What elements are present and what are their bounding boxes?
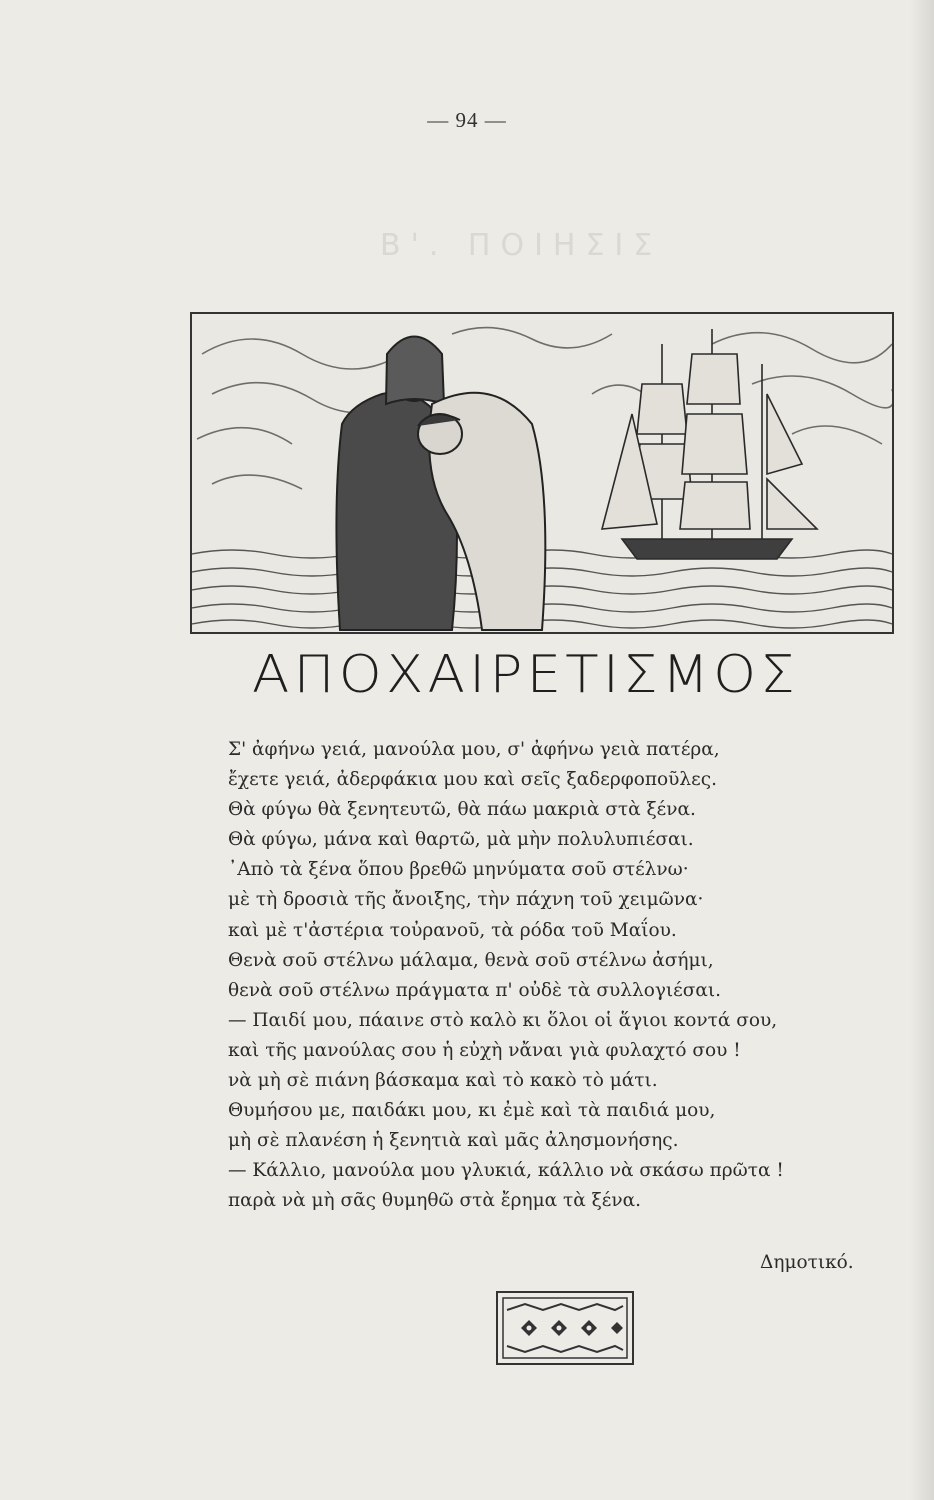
poem-line: ᾿Απὸ τὰ ξένα ὅπου βρεθῶ μηνύματα σοῦ στέλνω·	[228, 859, 689, 881]
poem-line: Σ' ἀφήνω γειά, μανούλα μου, σ' ἀφήνω γειὰ πατέρα,	[228, 739, 720, 760]
poem-line: παρὰ νὰ μὴ σᾶς θυμηθῶ στὰ ἔρημα τὰ ξένα.	[228, 1190, 641, 1212]
poem-line: καὶ μὲ τ'ἀστέρια τοὐρανοῦ, τὰ ρόδα τοῦ Μαΐου.	[228, 919, 677, 941]
poem-body	[228, 735, 888, 1217]
poem-title: ΑΠΟΧΑΙΡΕΤΙΣΜΟΣ	[252, 645, 800, 705]
poem-line: καὶ τῆς μανούλας σου ἡ εὐχὴ νἄναι γιὰ φυλαχτό σου !	[228, 1039, 741, 1061]
woodcut-illustration	[190, 312, 894, 634]
poem-line: θενὰ σοῦ στέλνω πράγματα π' οὐδὲ τὰ συλλογιέσαι.	[228, 979, 722, 1001]
poem-line: ἔχετε γειά, ἀδερφάκια μου καὶ σεῖς ξαδερφοποῦλες.	[228, 769, 717, 791]
poem-line: μὴ σὲ πλανέση ἡ ξενητιὰ καὶ μᾶς ἀλησμονήσης.	[228, 1130, 679, 1152]
poem-line: Θὰ φύγω, μάνα καὶ θαρτῶ, μὰ μὴν πολυλυπιέσαι.	[228, 829, 694, 851]
poem-line: — Παιδί μου, πάαινε στὸ καλὸ κι ὅλοι οἱ ἅγιοι κοντά σου,	[228, 1009, 778, 1031]
poem-line: Θυμήσου με, παιδάκι μου, κι ἐμὲ καὶ τὰ παιδιά μου,	[228, 1100, 716, 1122]
page-number: — 94 —	[427, 108, 507, 132]
poem-attribution: Δημοτικό.	[760, 1252, 854, 1273]
decorative-ornament	[495, 1290, 635, 1366]
poem-line: Θὰ φύγω θὰ ξενητευτῶ, θὰ πάω μακριὰ στὰ ξένα.	[228, 799, 696, 821]
bleed-through-text: Β'. ΠΟΙΗΣΙΣ	[380, 228, 663, 263]
page-edge-shadow	[910, 0, 934, 1500]
poem-line: Θενὰ σοῦ στέλνω μάλαμα, θενὰ σοῦ στέλνω ἀσήμι,	[228, 949, 714, 971]
poem-line: νὰ μὴ σὲ πιάνη βάσκαμα καὶ τὸ κακὸ τὸ μάτι.	[228, 1070, 658, 1092]
poem-line: — Κάλλιο, μανούλα μου γλυκιά, κάλλιο νὰ σκάσω πρῶτα !	[228, 1160, 784, 1182]
poem-line: μὲ τὴ δροσιὰ τῆς ἄνοιξης, τὴν πάχνη τοῦ χειμῶνα·	[228, 889, 704, 911]
